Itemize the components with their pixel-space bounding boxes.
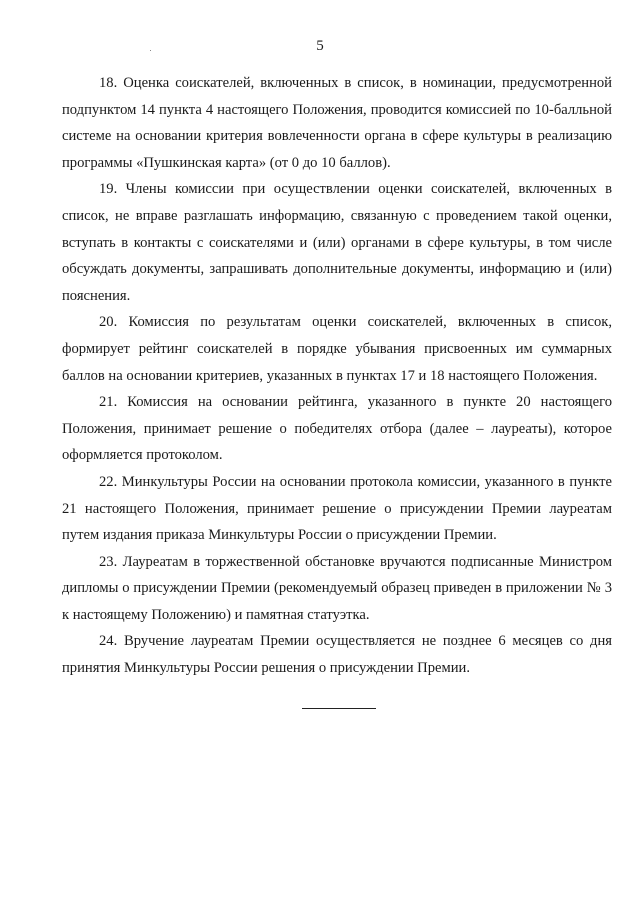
paragraph-22: 22. Минкультуры России на основании протокола комиссии, указанного в пункте 21 настоящего Положения, принимает решение о присуждении Премии лауреатам путем издания приказа Минкультуры России о присуждении Премии. bbox=[62, 473, 612, 544]
paragraph-20: 20. Комиссия по результатам оценки соискателей, включенных в список, формирует рейтинг соискателей в порядке убывания присвоенных им суммарных баллов на основании критериев, указанных в пунктах 17 и 18 настоящего Положения. bbox=[62, 314, 612, 384]
paragraph-23: 23. Лауреатам в торжественной обстановке вручаются подписанные Министром дипломы о присуждении Премии (рекомендуемый образец приведен в приложении № 3 к настоящему Положению) и памятная статуэтка. bbox=[62, 553, 612, 623]
page-number: 5 bbox=[316, 38, 324, 54]
document-body bbox=[62, 70, 612, 682]
paragraph-19: 19. Члены комиссии при осуществлении оценки соискателей, включенных в список, не вправе разглашать информацию, связанную с проведением такой оценки, вступать в контакты с соискателями и (или) органами в сфере культуры, в том числе обсуждать документы, запрашивать дополнительные документы, информацию и (или) пояснения. bbox=[62, 181, 612, 304]
scan-speck bbox=[150, 50, 151, 51]
paragraph-21: 21. Комиссия на основании рейтинга, указанного в пункте 20 настоящего Положения, принимает решение о победителях отбора (далее – лауреаты), которое оформляется протоколом. bbox=[62, 394, 612, 464]
paragraph-24: 24. Вручение лауреатам Премии осуществляется не позднее 6 месяцев со дня принятия Минкультуры России решения о присуждении Премии. bbox=[62, 633, 612, 677]
closing-rule bbox=[302, 708, 376, 709]
paragraph-18: 18. Оценка соискателей, включенных в список, в номинации, предусмотренной подпунктом 14 пункта 4 настоящего Положения, проводится комиссией по 10-балльной системе на основании критерия вовлеченности органа в сфере культуры в реализацию программы «Пушкинская карта» (от 0 до 10 баллов). bbox=[62, 75, 612, 171]
